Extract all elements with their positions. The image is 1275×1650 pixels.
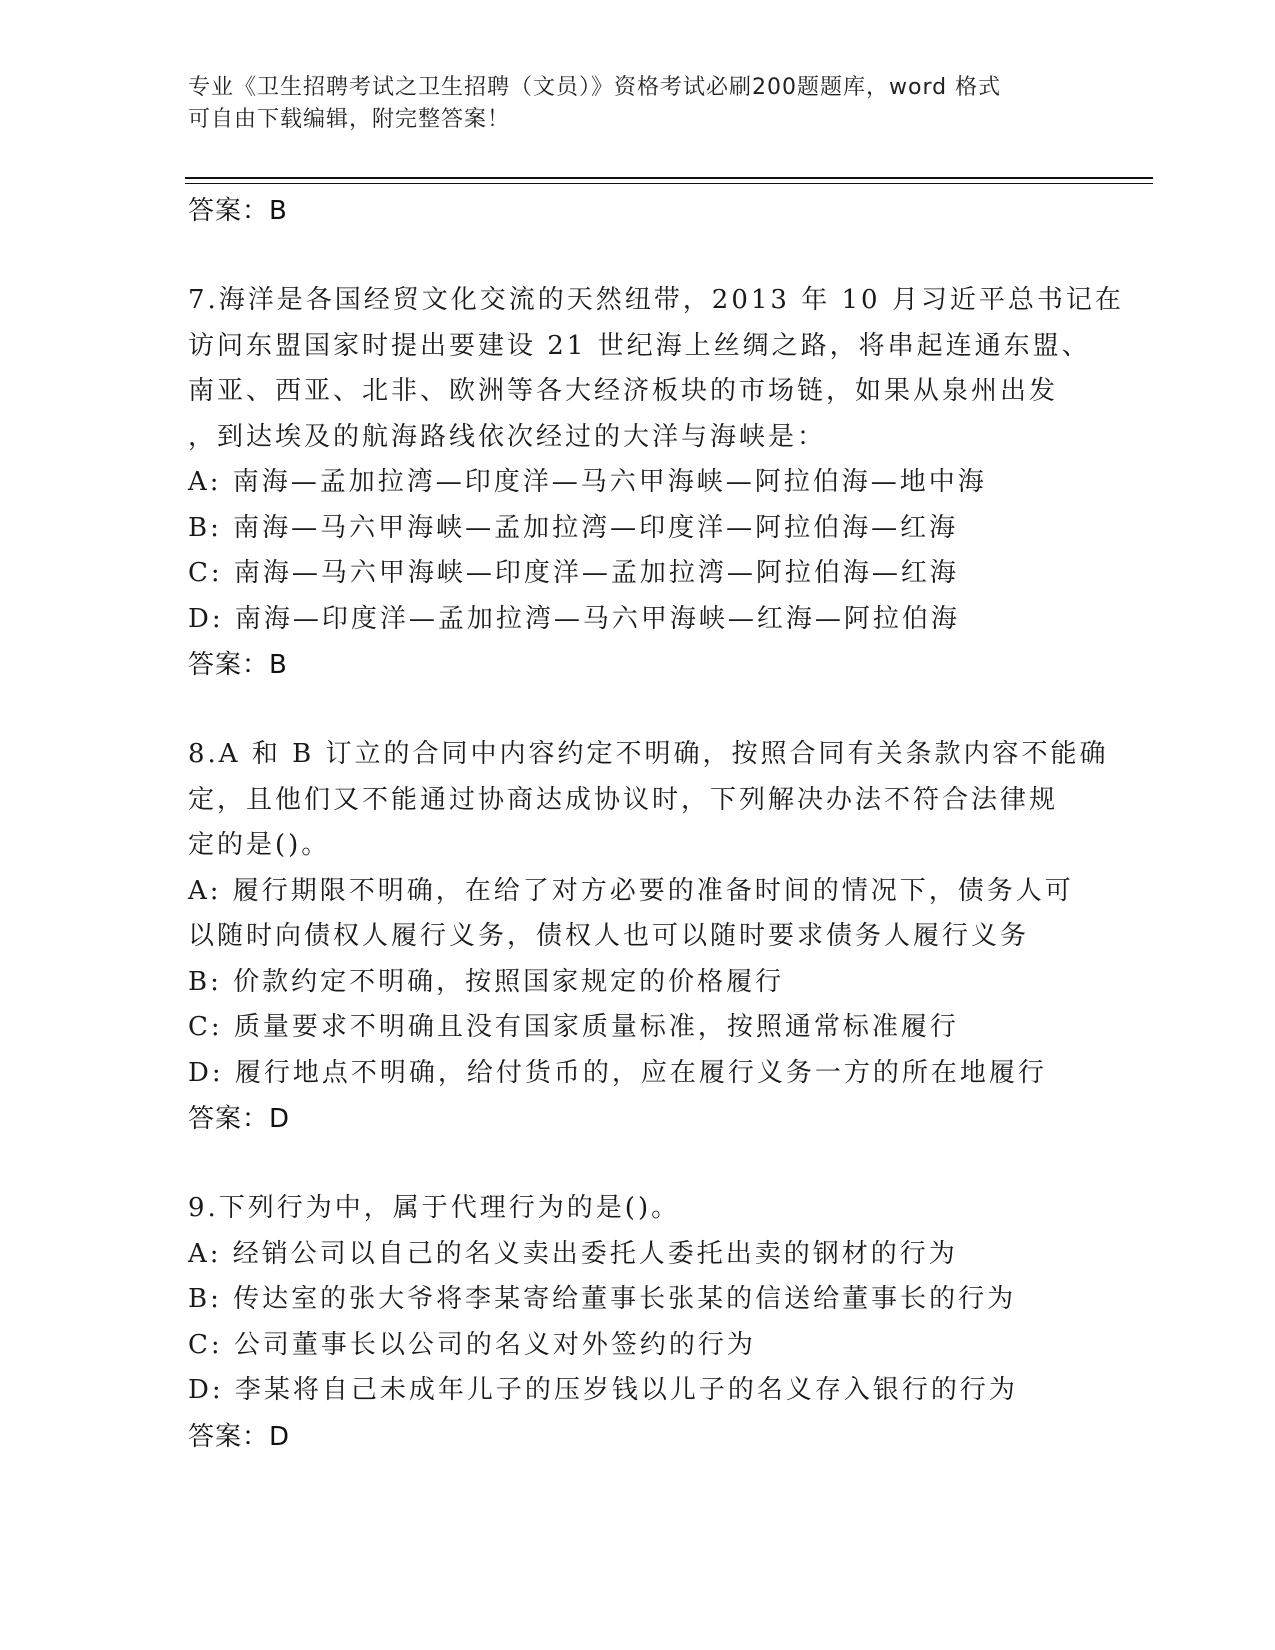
question-text-line: 9.下列行为中，属于代理行为的是()。 — [188, 1193, 681, 1223]
question-block — [188, 1186, 1088, 1460]
option-c: C: 公司董事长以公司的名义对外签约的行为 — [188, 1329, 756, 1360]
document-body — [188, 188, 1124, 1460]
option-a: A: 履行期限不明确，在给了对方必要的准备时间的情况下，债务人可 — [188, 875, 1074, 906]
option-d: D: 李某将自己未成年儿子的压岁钱以儿子的名义存入银行的行为 — [188, 1375, 1018, 1405]
question-text-line: 定的是()。 — [188, 830, 331, 860]
option-d: D: 履行地点不明确，给付货币的，应在履行义务一方的所在地履行 — [188, 1057, 1047, 1088]
spacer — [188, 234, 1088, 278]
question-text-line: ，到达埃及的航海路线依次经过的大洋与海峡是： — [188, 421, 827, 452]
question-text-line: 南亚、西亚、北非、欧洲等各大经济板块的市场链，如果从泉州出发 — [188, 376, 1059, 406]
answer-label: 答案：D — [188, 1104, 291, 1134]
question-block — [188, 278, 1124, 688]
spacer — [188, 688, 1088, 732]
option-a: A: 经销公司以自己的名义卖出委托人委托出卖的钢材的行为 — [188, 1238, 958, 1269]
answer-label: 答案：D — [188, 1421, 291, 1452]
option-a-continued: 以随时向债权人履行义务，债权人也可以随时要求债务人履行义务 — [188, 921, 1030, 951]
page-header — [188, 72, 1068, 136]
spacer — [188, 1142, 1088, 1186]
question-text-line: 8.A 和 B 订立的合同中内容约定不明确，按照合同有关条款内容不能确 — [188, 739, 1109, 769]
question-text-line: 7.海洋是各国经贸文化交流的天然纽带，2013 年 10 月习近平总书记在 — [188, 285, 1124, 315]
option-b: B: 价款约定不明确，按照国家规定的价格履行 — [188, 966, 785, 997]
answer-label: 答案：B — [188, 196, 288, 226]
header-title-line2: 可自由下载编辑，附完整答案！ — [188, 107, 511, 132]
header-rule-thin — [185, 183, 1153, 184]
option-c: C: 南海—马六甲海峡—印度洋—孟加拉湾—阿拉伯海—红海 — [188, 558, 959, 588]
question-block — [188, 732, 1109, 1142]
option-a: A: 南海—孟加拉湾—印度洋—马六甲海峡—阿拉伯海—地中海 — [188, 467, 987, 497]
option-c: C: 质量要求不明确且没有国家质量标准，按照通常标准履行 — [188, 1012, 959, 1042]
header-title-line1: 专业《卫生招聘考试之卫生招聘（文员）》资格考试必刷200题题库，word 格式 — [188, 75, 1002, 100]
header-rule-thick — [185, 177, 1153, 179]
option-b: B: 南海—马六甲海峡—孟加拉湾—印度洋—阿拉伯海—红海 — [188, 512, 959, 543]
option-b: B: 传达室的张大爷将李某寄给董事长张某的信送给董事长的行为 — [188, 1284, 1017, 1314]
option-d: D: 南海—印度洋—孟加拉湾—马六甲海峡—红海—阿拉伯海 — [188, 603, 960, 634]
answer-label: 答案：B — [188, 650, 288, 680]
question-text-line: 访问东盟国家时提出要建设 21 世纪海上丝绸之路，将串起连通东盟、 — [188, 330, 1091, 361]
question-text-line: 定，且他们又不能通过协商达成协议时，下列解决办法不符合法律规 — [188, 784, 1059, 815]
